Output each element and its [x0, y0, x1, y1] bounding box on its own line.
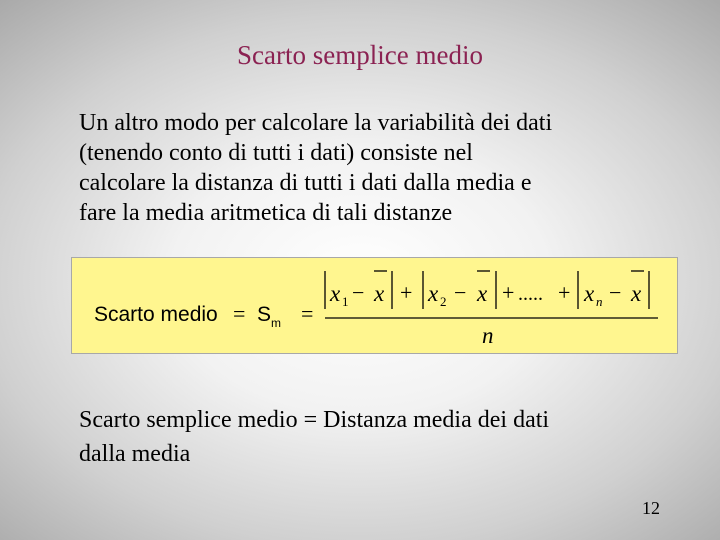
formula-s: S [257, 303, 272, 326]
term-plus-1: + [400, 280, 413, 305]
term-x2: x [428, 281, 439, 306]
term-xbar-2: x [477, 281, 488, 306]
formula [72, 258, 679, 355]
body-line-1: Un altro modo per calcolare la variabilità dei dati [79, 110, 553, 136]
body-line-2: (tenendo conto di tutti i dati) consiste nel [79, 140, 473, 166]
page-number: 12 [642, 498, 660, 518]
formula-box [71, 257, 678, 354]
conclusion-paragraph [79, 403, 679, 471]
body-paragraph [79, 108, 679, 228]
term-x1: x [330, 281, 341, 306]
conclusion-line-2: dalla media [79, 441, 191, 467]
formula-equals-1: = [233, 301, 246, 326]
formula-lhs: Scarto medio [94, 303, 218, 326]
formula-s-subscript: m [271, 316, 281, 330]
term-minus-1: − [352, 280, 365, 305]
term-xbar-1: x [374, 281, 385, 306]
formula-equals-2: = [301, 301, 314, 326]
term-minus-3: − [609, 280, 622, 305]
term-xbar-n: x [631, 281, 642, 306]
term-x1-subscript: 1 [342, 294, 349, 309]
slide-title: Scarto semplice medio [237, 40, 483, 70]
denominator: n [482, 323, 494, 348]
body-line-4: fare la media aritmetica di tali distanze [79, 200, 453, 226]
term-x2-subscript: 2 [440, 294, 447, 309]
term-plus-3: + [558, 280, 571, 305]
body-line-3: calcolare la distanza di tutti i dati dalla media e [79, 170, 532, 196]
term-xn-subscript: n [596, 294, 603, 309]
term-xn: x [584, 281, 595, 306]
term-plus-2: + [502, 280, 515, 305]
term-dots: ..... [518, 283, 543, 305]
term-minus-2: − [454, 280, 467, 305]
conclusion-line-1: Scarto semplice medio = Distanza media dei dati [79, 407, 550, 433]
